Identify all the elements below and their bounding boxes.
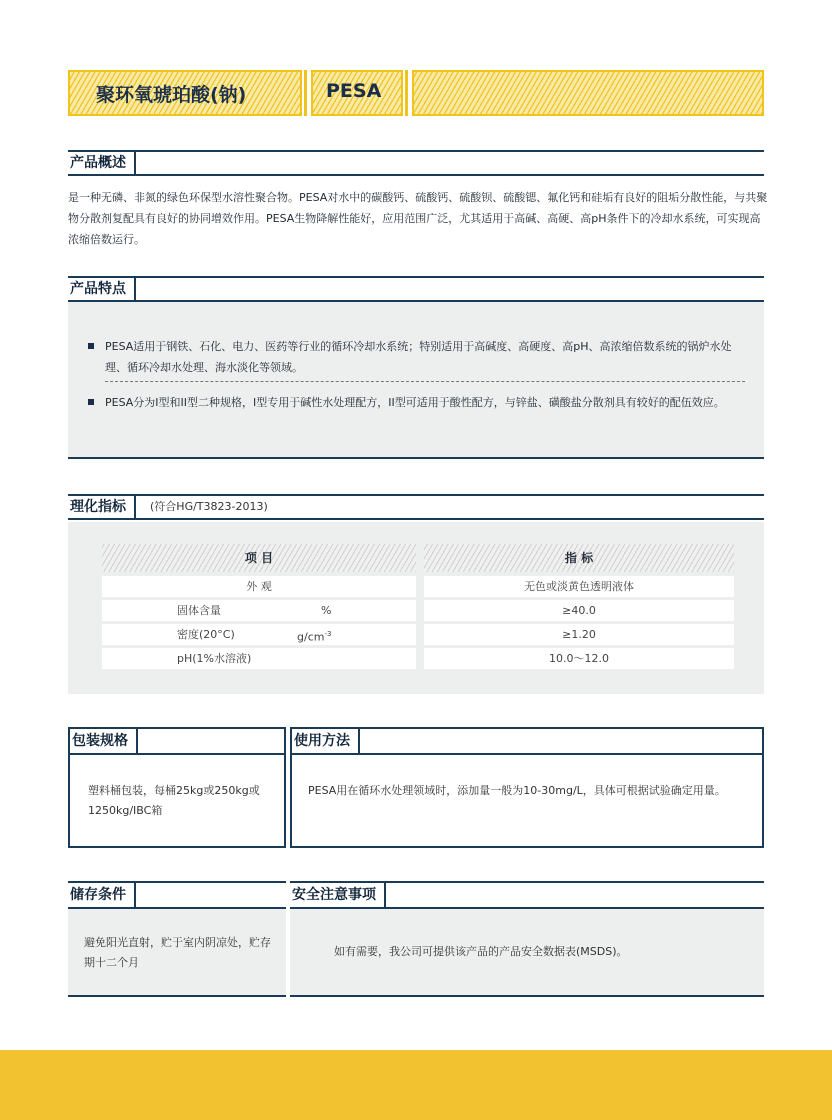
cell-item: 固体含量: [177, 604, 221, 617]
table-row: [102, 624, 416, 645]
bullet-icon: [88, 399, 94, 405]
feature-item: PESA分为I型和II型二种规格，I型专用于碱性水处理配方，II型可适用于酸性配方，与锌盐、磺酸盐分散剂具有较好的配伍效应。: [88, 392, 748, 413]
packaging-box: [68, 727, 286, 848]
title-banner: [68, 70, 764, 116]
product-abbr: PESA: [326, 80, 382, 102]
divider: [304, 70, 307, 116]
cell-value: 10.0～12.0: [424, 648, 734, 669]
safety-body: [290, 909, 764, 997]
safety-text: 如有需要，我公司可提供该产品的产品安全数据表(MSDS)。: [334, 945, 628, 958]
column-header-item: 项 目: [102, 544, 416, 572]
spec-standard: (符合HG/T3823-2013): [150, 500, 268, 513]
packaging-header: [70, 729, 284, 755]
spec-header: [68, 494, 764, 520]
usage-heading: 使用方法: [292, 729, 360, 753]
overview-text: 是一种无磷、非氮的绿色环保型水溶性聚合物。PESA对水中的碳酸钙、硫酸钙、硫酸钡、硫酸锶、氟化钙和硅垢有良好的阻垢分散性能，与共聚物分散剂复配具有良好的协同增效作用。PESA生物降解性能好，应用范围广泛，尤其适用于高碱、高硬、高pH条件下的冷却水系统，可实现高浓缩倍数运行。: [68, 191, 768, 246]
title-banner-segment: [412, 70, 764, 116]
usage-header: [292, 729, 762, 755]
cell-item: pH(1%水溶液): [177, 652, 252, 665]
table-row: [102, 648, 416, 669]
bullet-icon: [88, 343, 94, 349]
usage-text: PESA用在循环水处理领域时，添加量一般为10-30mg/L，具体可根据试验确定用量。: [308, 784, 726, 797]
usage-box: [290, 727, 764, 848]
table-row: [102, 576, 416, 597]
packaging-heading: 包装规格: [70, 729, 138, 753]
features-heading: 产品特点: [68, 278, 136, 300]
cell-value: 无色或淡黄色透明液体: [424, 576, 734, 597]
cell-item: 外 观: [246, 580, 272, 593]
footer-band: [0, 1050, 832, 1120]
cell-item: 密度(20°C): [177, 628, 235, 641]
storage-text: 避免阳光直射，贮于室内阴凉处，贮存期十二个月: [84, 936, 271, 969]
feature-item: PESA适用于钢铁、石化、电力、医药等行业的循环冷却水系统；特别适用于高碱度、高硬度、高pH、高浓缩倍数系统的锅炉水处理、循环冷却水处理、海水淡化等领域。: [88, 336, 748, 378]
spec-table: [68, 522, 764, 694]
safety-section: [290, 881, 764, 997]
cell-value: ≥1.20: [424, 624, 734, 645]
dashed-divider: [105, 381, 745, 382]
safety-heading: 安全注意事项: [290, 883, 386, 907]
spec-heading: 理化指标: [68, 496, 136, 518]
overview-header: [68, 150, 764, 176]
column-header-value: 指 标: [424, 544, 734, 572]
cell-unit: %: [321, 604, 332, 617]
storage-body: [68, 909, 286, 997]
storage-heading: 储存条件: [68, 883, 136, 907]
features-header: [68, 276, 764, 302]
storage-section: [68, 881, 286, 997]
divider: [405, 70, 408, 116]
packaging-text: 塑料桶包装，每桶25kg或250kg或1250kg/IBC箱: [88, 784, 260, 817]
cell-value: ≥40.0: [424, 600, 734, 621]
features-panel: [68, 302, 764, 459]
overview-heading: 产品概述: [68, 152, 136, 174]
safety-header: [290, 881, 764, 909]
table-row: [102, 600, 416, 621]
product-name: 聚环氧琥珀酸(钠): [96, 84, 247, 106]
storage-header: [68, 881, 286, 909]
cell-unit: $g/cm^{-3}$: [297, 630, 332, 644]
